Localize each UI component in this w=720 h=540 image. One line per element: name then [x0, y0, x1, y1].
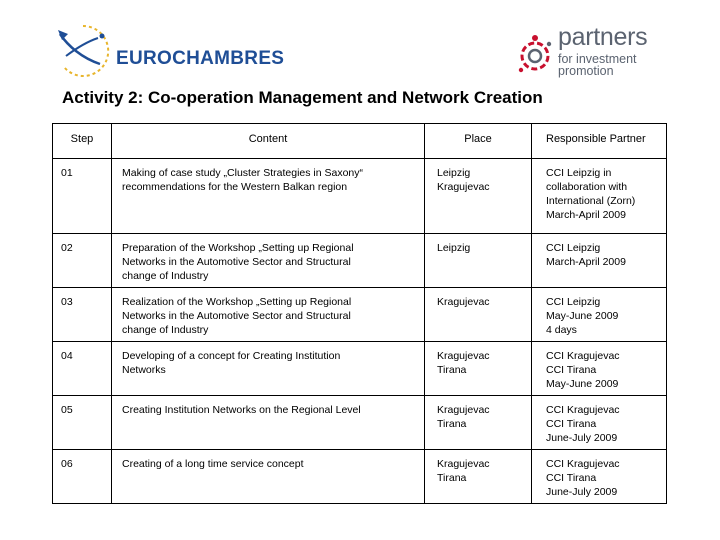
content-line: Realization of the Workshop „Setting up Regional	[122, 296, 352, 308]
step-cell: 03	[53, 288, 112, 342]
content-line: change of Industry	[122, 270, 209, 282]
partner-line: CCI Kragujevac	[546, 350, 620, 362]
partner-line: June-July 2009	[546, 432, 618, 444]
content-cell	[112, 159, 425, 234]
table-row	[53, 396, 667, 450]
content-line: recommendations for the Western Balkan region	[122, 181, 348, 193]
table-row	[53, 288, 667, 342]
content-line: Networks in the Automotive Sector and Structural	[122, 256, 351, 268]
table-row	[53, 342, 667, 396]
column-header-place: Place	[425, 124, 532, 159]
content-line: Networks in the Automotive Sector and Structural	[122, 310, 351, 322]
place-line: Kragujevac	[437, 404, 490, 416]
partner-cell	[532, 288, 667, 342]
eurochambres-logo-icon	[52, 20, 114, 82]
partner-cell	[532, 396, 667, 450]
place-line: Kragujevac	[437, 458, 490, 470]
step-cell: 04	[53, 342, 112, 396]
partner-line: International (Zorn)	[546, 195, 636, 207]
place-cell	[425, 342, 532, 396]
page-title: Activity 2: Co-operation Management and Network Creation	[62, 88, 543, 107]
partner-line: CCI Leipzig	[546, 242, 601, 254]
place-line: Leipzig	[437, 242, 471, 254]
place-cell	[425, 159, 532, 234]
place-cell	[425, 396, 532, 450]
content-cell	[112, 396, 425, 450]
content-cell	[112, 234, 425, 288]
partner-cell	[532, 342, 667, 396]
partner-line: March-April 2009	[546, 209, 626, 221]
column-header-content: Content	[112, 124, 425, 159]
content-line: Developing of a concept for Creating Institution	[122, 350, 341, 362]
content-line: Networks	[122, 364, 166, 376]
table-row	[53, 450, 667, 504]
place-line: Kragujevac	[437, 350, 490, 362]
partner-line: CCI Kragujevac	[546, 458, 620, 470]
content-line: Creating of a long time service concept	[122, 458, 304, 470]
content-cell	[112, 342, 425, 396]
partner-line: CCI Tirana	[546, 364, 597, 376]
content-line: Creating Institution Networks on the Regional Level	[122, 404, 361, 416]
partners-subtitle	[558, 53, 637, 77]
partner-line: March-April 2009	[546, 256, 626, 268]
content-line: Preparation of the Workshop „Setting up Regional	[122, 242, 354, 254]
step-cell: 01	[53, 159, 112, 234]
partner-line: May-June 2009	[546, 378, 619, 390]
partner-line: CCI Leipzig in	[546, 167, 612, 179]
column-header-step: Step	[53, 124, 112, 159]
partners-subtitle-line: for investment	[558, 52, 637, 66]
place-line: Leipzig	[437, 167, 471, 179]
partner-line: CCI Tirana	[546, 418, 597, 430]
step-cell: 02	[53, 234, 112, 288]
header	[0, 0, 720, 85]
partner-line: CCI Tirana	[546, 472, 597, 484]
place-line: Kragujevac	[437, 296, 490, 308]
content-line: change of Industry	[122, 324, 209, 336]
partner-line: CCI Leipzig	[546, 296, 601, 308]
partner-line: 4 days	[546, 324, 577, 336]
partners-subtitle-line: promotion	[558, 64, 614, 78]
place-cell	[425, 450, 532, 504]
step-cell: 06	[53, 450, 112, 504]
column-header-responsible-partner: Responsible Partner	[532, 124, 667, 159]
partner-cell	[532, 234, 667, 288]
place-cell	[425, 288, 532, 342]
eurochambres-wordmark: EUROCHAMBRES	[116, 48, 285, 69]
partners-logo-icon	[515, 30, 557, 80]
place-line: Tirana	[437, 418, 467, 430]
place-line: Tirana	[437, 364, 467, 376]
content-line: Making of case study „Cluster Strategies in Saxony“	[122, 167, 364, 179]
place-line: Tirana	[437, 472, 467, 484]
place-line: Kragujevac	[437, 181, 490, 193]
content-cell	[112, 288, 425, 342]
partner-cell	[532, 450, 667, 504]
content-cell	[112, 450, 425, 504]
table-row	[53, 159, 667, 234]
partner-line: June-July 2009	[546, 486, 618, 498]
partner-line: collaboration with	[546, 181, 628, 193]
partners-wordmark: partners	[558, 23, 648, 51]
partner-line: CCI Kragujevac	[546, 404, 620, 416]
activity-table	[52, 123, 667, 504]
place-cell	[425, 234, 532, 288]
table-row	[53, 234, 667, 288]
partner-cell	[532, 159, 667, 234]
step-cell: 05	[53, 396, 112, 450]
table-header-row	[53, 124, 667, 159]
partner-line: May-June 2009	[546, 310, 619, 322]
